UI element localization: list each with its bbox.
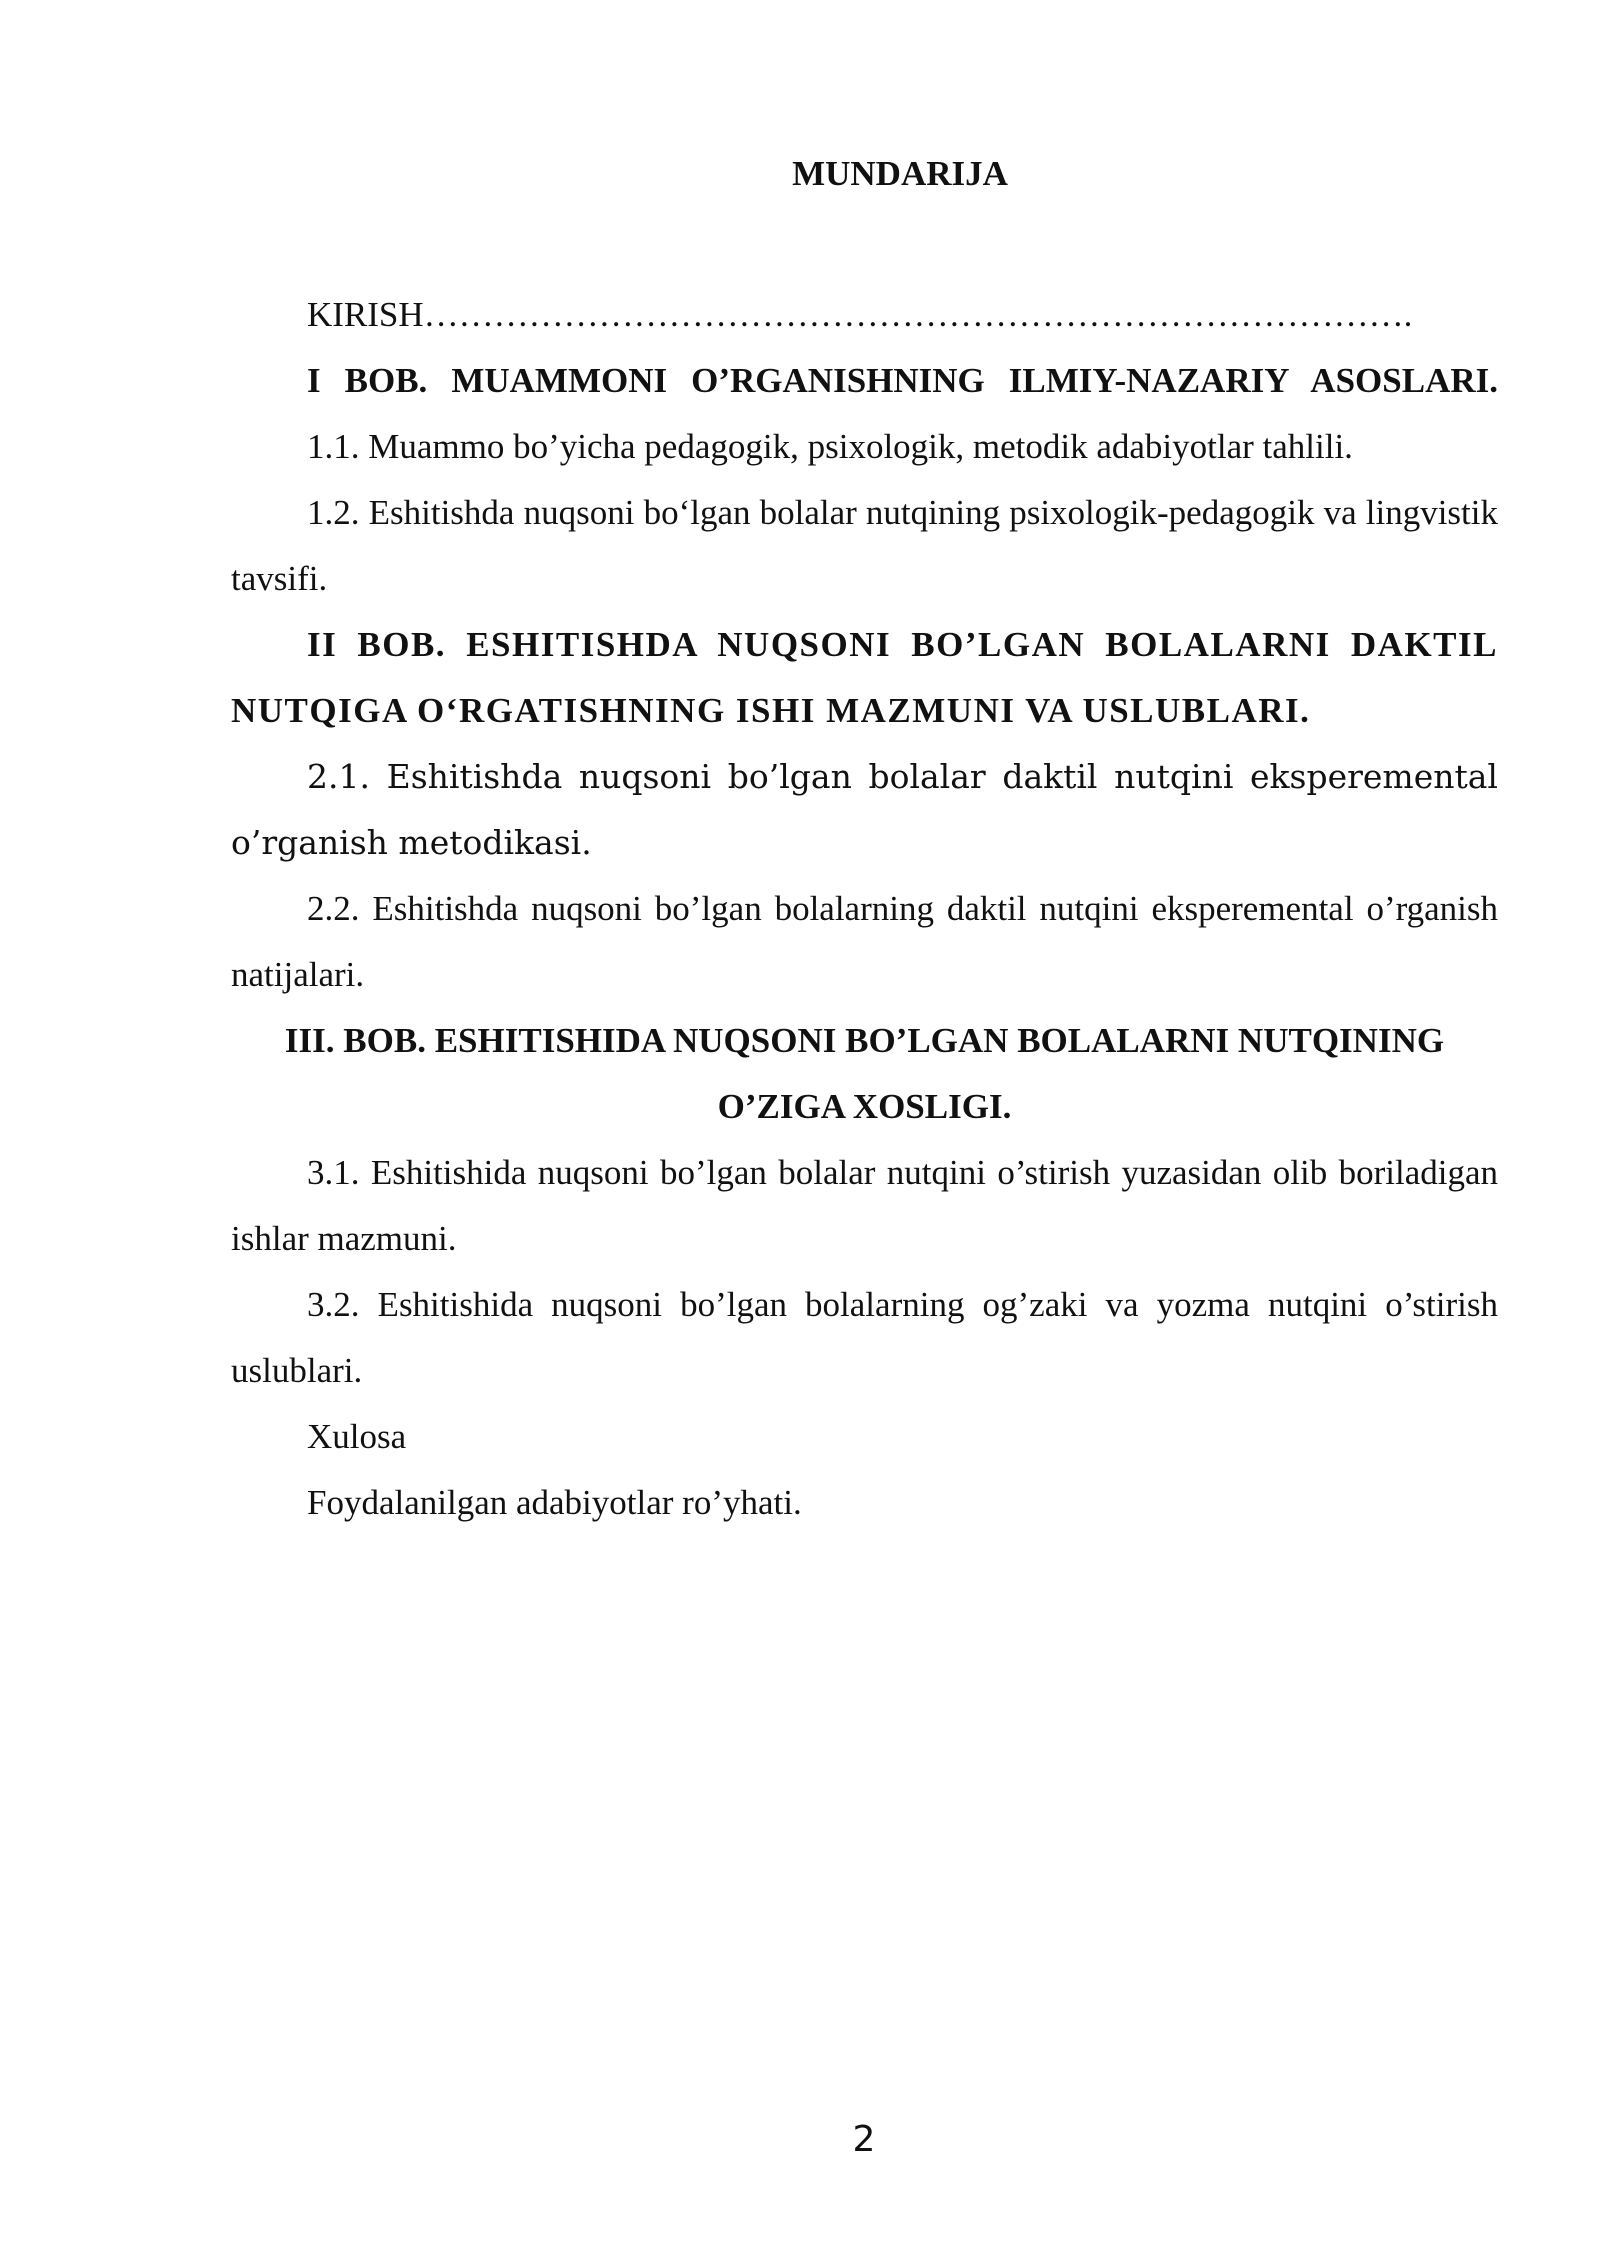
toc-chapter-3: III. BOB. ESHITISHIDA NUQSONI BO’LGAN BOLALARNI NUTQINING O’ZIGA XOSLIGI.	[284, 1021, 1445, 1126]
page-number: 2	[852, 2119, 876, 2160]
toc-chapter-1: I BOB. MUAMMONI O’RGANISHNING ILMIY-NAZARIY ASOSLARI.	[307, 361, 1498, 400]
page-title: MUNDARIJA	[792, 154, 1008, 193]
toc-section-1-1: 1.1. Muammo bo’yicha pedagogik, psixologik, metodik adabiyotlar tahlili.	[307, 427, 1353, 466]
toc-entry-conclusion: Xulosa	[307, 1417, 407, 1456]
table-of-contents	[231, 282, 1498, 1536]
toc-section-2-2: 2.2. Eshitishda nuqsoni bo’lgan bolalarning daktil nutqini eksperemental o’rganish natijalari.	[231, 889, 1498, 994]
toc-section-2-1: 2.1. Eshitishda nuqsoni bo’lgan bolalar daktil nutqini eksperemental o’rganish metodikasi.	[231, 757, 1498, 862]
toc-entry-references: Foydalanilgan adabiyotlar ro’yhati.	[307, 1483, 802, 1522]
toc-section-3-1: 3.1. Eshitishida nuqsoni bo’lgan bolalar nutqini o’stirish yuzasidan olib boriladigan ishlar mazmuni.	[231, 1153, 1498, 1258]
toc-entry-introduction: KIRISH………………………………………………………………………….	[307, 295, 1413, 334]
toc-section-3-2: 3.2. Eshitishida nuqsoni bo’lgan bolalarning og’zaki va yozma nutqini o’stirish uslublari.	[231, 1285, 1498, 1390]
toc-section-1-2: 1.2. Eshitishda nuqsoni bo‘lgan bolalar nutqining psixologik-pedagogik va lingvistik tavsifi.	[231, 493, 1498, 598]
toc-chapter-2: II BOB. ESHITISHDA NUQSONI BO’LGAN BOLALARNI DAKTIL NUTQIGA O‘RGATISHNING ISHI MAZMUNI VA USLUBLARI.	[231, 625, 1498, 730]
